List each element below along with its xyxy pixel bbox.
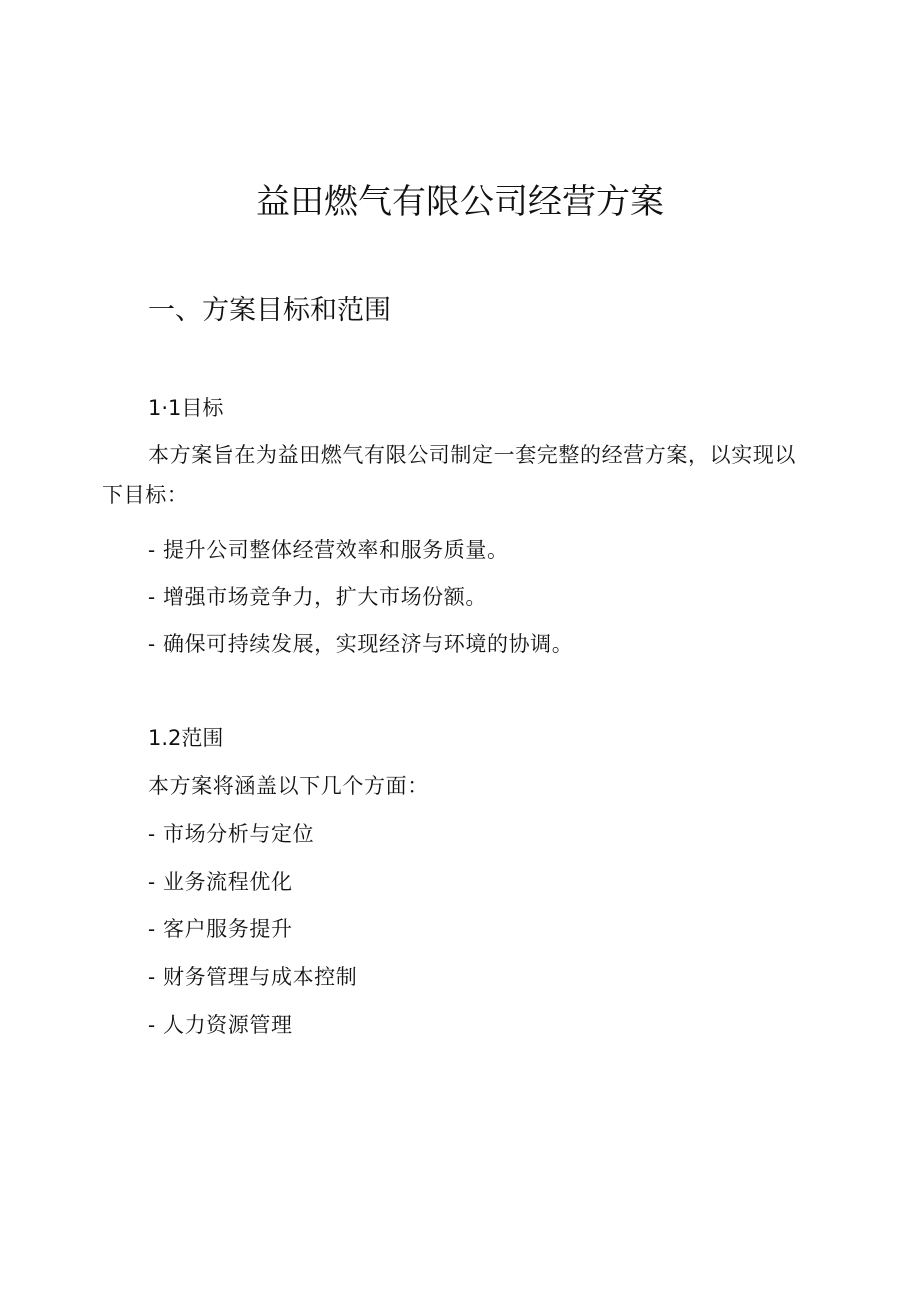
section-heading: 一、方案目标和范围 <box>148 295 391 326</box>
document-title: 益田燃气有限公司经营方案 <box>256 182 664 222</box>
goal-item: - 确保可持续发展，实现经济与环境的协调。 <box>148 632 574 656</box>
scope-item: - 业务流程优化 <box>148 870 293 894</box>
goal-item: - 提升公司整体经营效率和服务质量。 <box>148 538 509 562</box>
scope-intro: 本方案将涵盖以下几个方面： <box>148 774 429 798</box>
scope-item: - 客户服务提升 <box>148 917 293 941</box>
scope-item: - 财务管理与成本控制 <box>148 965 358 989</box>
goals-heading: 1·1目标 <box>148 396 224 420</box>
scope-item: - 人力资源管理 <box>148 1013 293 1037</box>
goals-intro-paragraph: 本方案旨在为益田燃气有限公司制定一套完整的经营方案，以实现以下目标： <box>102 443 796 507</box>
scope-heading: 1.2范围 <box>148 726 224 750</box>
scope-item: - 市场分析与定位 <box>148 822 315 846</box>
goal-item: - 增强市场竞争力，扩大市场份额。 <box>148 585 487 609</box>
